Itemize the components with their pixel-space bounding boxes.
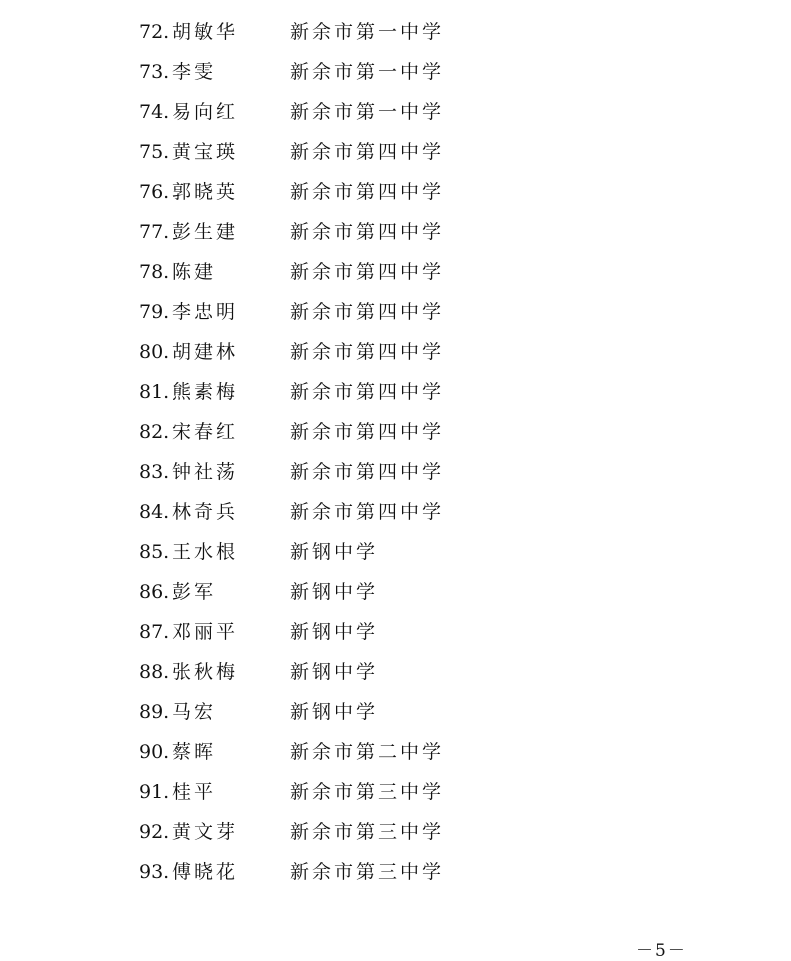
- name-list: [139, 16, 699, 896]
- list-item: [139, 16, 699, 56]
- person-name: 桂平: [172, 781, 217, 803]
- list-item: [139, 96, 699, 136]
- person-name: 蔡晖: [172, 741, 217, 763]
- list-item: [139, 816, 699, 856]
- item-number: 80.: [139, 341, 170, 363]
- school-name: 新钢中学: [290, 541, 379, 563]
- school-name: 新钢中学: [290, 581, 379, 603]
- school-name: 新余市第一中学: [290, 21, 445, 43]
- item-number: 75.: [139, 141, 170, 163]
- person-name: 王水根: [172, 541, 239, 563]
- list-item: [139, 776, 699, 816]
- school-name: 新余市第四中学: [290, 381, 445, 403]
- item-number: 81.: [139, 381, 170, 403]
- school-name: 新余市第一中学: [290, 101, 445, 123]
- page-number: －5－: [636, 941, 687, 961]
- item-number: 76.: [139, 181, 170, 203]
- person-name: 张秋梅: [172, 661, 239, 683]
- list-item: [139, 616, 699, 656]
- item-number: 73.: [139, 61, 170, 83]
- person-name: 邓丽平: [172, 621, 239, 643]
- list-item: [139, 56, 699, 96]
- person-name: 李忠明: [172, 301, 239, 323]
- list-item: [139, 256, 699, 296]
- school-name: 新余市第四中学: [290, 461, 445, 483]
- school-name: 新余市第四中学: [290, 181, 445, 203]
- item-number: 93.: [139, 861, 170, 883]
- school-name: 新余市第四中学: [290, 501, 445, 523]
- item-number: 91.: [139, 781, 170, 803]
- list-item: [139, 336, 699, 376]
- list-item: [139, 456, 699, 496]
- person-name: 彭生建: [172, 221, 239, 243]
- item-number: 72.: [139, 21, 170, 43]
- item-number: 77.: [139, 221, 170, 243]
- person-name: 宋春红: [172, 421, 239, 443]
- school-name: 新余市第二中学: [290, 741, 445, 763]
- person-name: 熊素梅: [172, 381, 239, 403]
- item-number: 83.: [139, 461, 170, 483]
- item-number: 90.: [139, 741, 170, 763]
- item-number: 85.: [139, 541, 170, 563]
- school-name: 新余市第四中学: [290, 261, 445, 283]
- school-name: 新余市第一中学: [290, 61, 445, 83]
- person-name: 彭军: [172, 581, 217, 603]
- item-number: 74.: [139, 101, 170, 123]
- item-number: 82.: [139, 421, 170, 443]
- person-name: 胡敏华: [172, 21, 239, 43]
- item-number: 78.: [139, 261, 170, 283]
- person-name: 林奇兵: [172, 501, 239, 523]
- list-item: [139, 176, 699, 216]
- item-number: 89.: [139, 701, 170, 723]
- person-name: 马宏: [172, 701, 217, 723]
- person-name: 李雯: [172, 61, 217, 83]
- list-item: [139, 576, 699, 616]
- person-name: 郭晓英: [172, 181, 239, 203]
- school-name: 新余市第三中学: [290, 821, 445, 843]
- list-item: [139, 856, 699, 896]
- list-item: [139, 696, 699, 736]
- school-name: 新余市第四中学: [290, 221, 445, 243]
- school-name: 新余市第三中学: [290, 861, 445, 883]
- list-item: [139, 496, 699, 536]
- item-number: 88.: [139, 661, 170, 683]
- list-item: [139, 736, 699, 776]
- item-number: 79.: [139, 301, 170, 323]
- person-name: 傅晓花: [172, 861, 239, 883]
- item-number: 87.: [139, 621, 170, 643]
- person-name: 黄文芽: [172, 821, 239, 843]
- item-number: 92.: [139, 821, 170, 843]
- person-name: 易向红: [172, 101, 239, 123]
- person-name: 陈建: [172, 261, 217, 283]
- school-name: 新余市第四中学: [290, 301, 445, 323]
- list-item: [139, 416, 699, 456]
- list-item: [139, 656, 699, 696]
- school-name: 新钢中学: [290, 701, 379, 723]
- list-item: [139, 376, 699, 416]
- person-name: 胡建林: [172, 341, 239, 363]
- list-item: [139, 136, 699, 176]
- list-item: [139, 216, 699, 256]
- person-name: 钟社荡: [172, 461, 239, 483]
- item-number: 86.: [139, 581, 170, 603]
- school-name: 新余市第三中学: [290, 781, 445, 803]
- person-name: 黄宝瑛: [172, 141, 239, 163]
- school-name: 新余市第四中学: [290, 421, 445, 443]
- school-name: 新余市第四中学: [290, 341, 445, 363]
- list-item: [139, 536, 699, 576]
- school-name: 新余市第四中学: [290, 141, 445, 163]
- school-name: 新钢中学: [290, 621, 379, 643]
- item-number: 84.: [139, 501, 170, 523]
- school-name: 新钢中学: [290, 661, 379, 683]
- list-item: [139, 296, 699, 336]
